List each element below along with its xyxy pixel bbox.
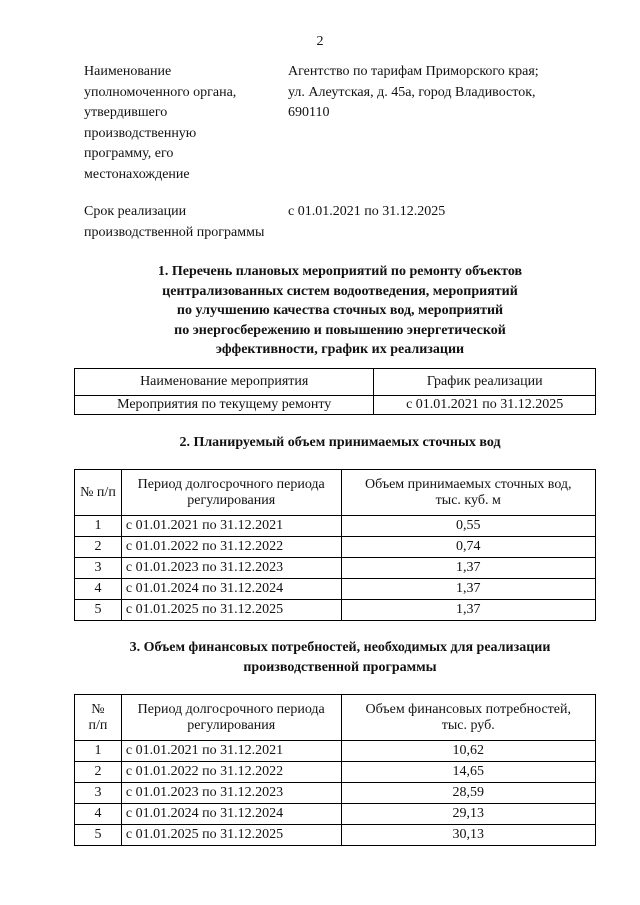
table-cell: 1 [75, 516, 122, 537]
table-row [75, 396, 596, 415]
table-cell: 1,37 [341, 579, 596, 600]
table-cell: с 01.01.2022 по 31.12.2022 [121, 537, 341, 558]
financial-needs-table [74, 694, 596, 846]
table-cell: 10,62 [341, 741, 596, 762]
table-cell: 1,37 [341, 600, 596, 621]
table-cell: 1,37 [341, 558, 596, 579]
table-row [75, 762, 596, 783]
term-value: с 01.01.2021 по 31.12.2025 [288, 204, 446, 219]
table-cell: с 01.01.2024 по 31.12.2024 [121, 579, 341, 600]
table-row [75, 516, 596, 537]
table-cell: 14,65 [341, 762, 596, 783]
table-row [75, 537, 596, 558]
table-cell: 0,74 [341, 537, 596, 558]
table-row [75, 825, 596, 846]
table-cell: 5 [75, 825, 122, 846]
column-header [341, 470, 596, 516]
wastewater-volume-table [74, 469, 596, 621]
organ-value [288, 62, 588, 124]
table-cell: с 01.01.2021 по 31.12.2021 [121, 741, 341, 762]
section1-title [60, 262, 620, 360]
table-row [75, 600, 596, 621]
table-cell: с 01.01.2025 по 31.12.2025 [121, 600, 341, 621]
column-header [121, 695, 341, 741]
table-cell: с 01.01.2021 по 31.12.2021 [121, 516, 341, 537]
header-line: Объем принимаемых сточных вод, [364, 476, 572, 492]
section2-title: 2. Планируемый объем принимаемых сточных вод [179, 435, 501, 450]
section3-title [60, 638, 620, 677]
organ-label [84, 62, 279, 185]
table-cell: с 01.01.2021 по 31.12.2025 [374, 396, 596, 415]
table-cell: 2 [75, 762, 122, 783]
organ-value-line: Агентство по тарифам Приморского края; [288, 64, 539, 79]
section3-title-line: производственной программы [243, 659, 437, 675]
table-cell: Мероприятия по текущему ремонту [75, 396, 374, 415]
section1-title-line: эффективности, график их реализации [215, 342, 465, 357]
organ-value-line: 690110 [288, 105, 330, 120]
header-line: Объем финансовых потребностей, [365, 701, 571, 717]
term-label-line: Срок реализации [84, 204, 187, 219]
header-line: п/п [88, 717, 108, 733]
table-header-row [75, 470, 596, 516]
table-header-row [75, 695, 596, 741]
organ-label-line: Наименование [84, 64, 172, 79]
table-cell: с 01.01.2025 по 31.12.2025 [121, 825, 341, 846]
organ-label-line: производственную [84, 125, 197, 141]
column-header [341, 695, 596, 741]
table-cell: 4 [75, 804, 122, 825]
table-cell: с 01.01.2023 по 31.12.2023 [121, 783, 341, 804]
header-line: регулирования [187, 492, 276, 508]
header-line: Период долгосрочного периода [137, 476, 325, 492]
organ-label-line: утвердившего [84, 105, 168, 120]
organ-value-line: ул. Алеутская, д. 45а, город Владивосток, [288, 84, 536, 100]
table-cell: 3 [75, 783, 122, 804]
organ-label-line: уполномоченного органа, [84, 84, 237, 100]
table-row [75, 579, 596, 600]
section1-title-line: по энергосбережению и повышению энергетической [174, 322, 506, 338]
table-cell: 1 [75, 741, 122, 762]
header-line: № [91, 701, 105, 717]
table-cell: 0,55 [341, 516, 596, 537]
table-cell: 5 [75, 600, 122, 621]
table-row [75, 804, 596, 825]
section3-title-line: 3. Объем финансовых потребностей, необходимых для реализации [129, 640, 551, 655]
organ-label-line: программу, его [84, 146, 174, 161]
header-line: Период долгосрочного периода [137, 701, 325, 717]
measures-table [74, 368, 596, 415]
table-cell: 4 [75, 579, 122, 600]
table-cell: 28,59 [341, 783, 596, 804]
table-row [75, 741, 596, 762]
table-cell: 29,13 [341, 804, 596, 825]
table-cell: с 01.01.2023 по 31.12.2023 [121, 558, 341, 579]
organ-label-line: местонахождение [84, 166, 190, 182]
table-row [75, 558, 596, 579]
table-cell: с 01.01.2024 по 31.12.2024 [121, 804, 341, 825]
header-line: тыс. руб. [441, 717, 495, 733]
table-cell: 3 [75, 558, 122, 579]
header-line: тыс. куб. м [435, 492, 501, 508]
column-header: № п/п [75, 470, 122, 516]
column-header [75, 695, 122, 741]
section1-title-line: централизованных систем водоотведения, мероприятий [162, 283, 518, 299]
section1-title-line: 1. Перечень плановых мероприятий по ремонту объектов [157, 264, 523, 279]
table-cell: 2 [75, 537, 122, 558]
term-label [84, 202, 279, 243]
column-header: Наименование мероприятия [75, 369, 374, 396]
page-number: 2 [316, 34, 324, 49]
table-row [75, 783, 596, 804]
term-label-line: производственной программы [84, 224, 265, 240]
table-header-row [75, 369, 596, 396]
section1-title-line: по улучшению качества сточных вод, мероприятий [176, 303, 504, 318]
column-header: График реализации [374, 369, 596, 396]
table-cell: 30,13 [341, 825, 596, 846]
table-cell: с 01.01.2022 по 31.12.2022 [121, 762, 341, 783]
column-header [121, 470, 341, 516]
header-line: регулирования [187, 717, 276, 733]
